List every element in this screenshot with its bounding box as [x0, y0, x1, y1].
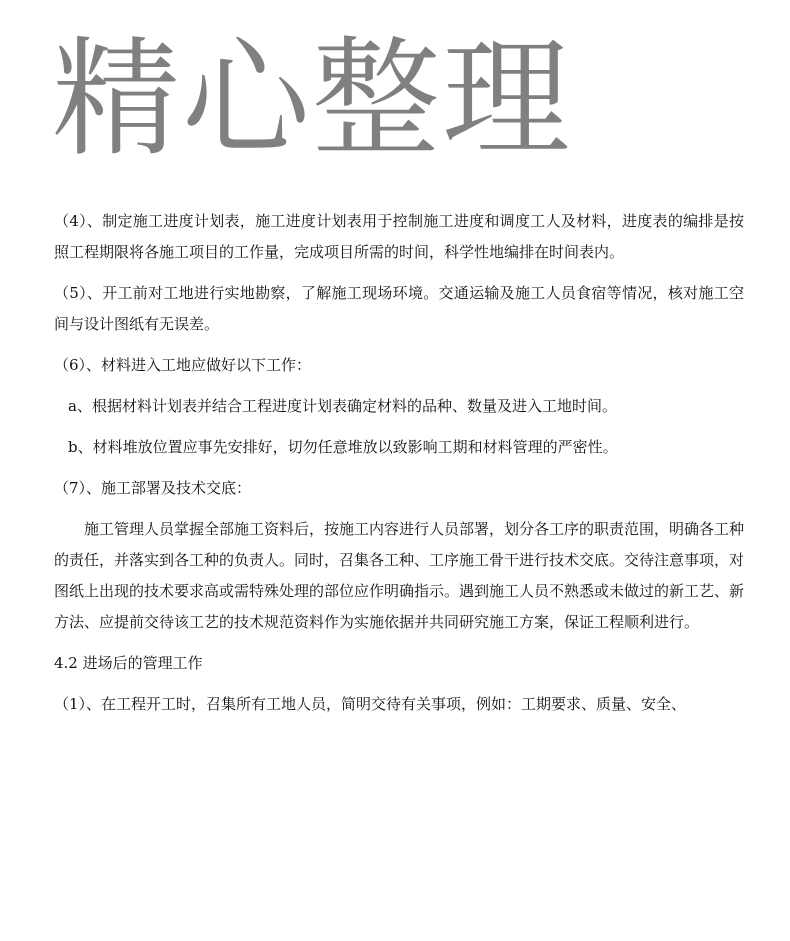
paragraph-item-1: （1）、在工程开工时，召集所有工地人员，简明交待有关事项，例如：工期要求、质量、安全、 [54, 695, 687, 713]
paragraph-item-4: （4）、制定施工进度计划表，施工进度计划表用于控制施工进度和调度工人及材料，进度表的编排是按照工程期限将各施工项目的工作量，完成项目所需的时间，科学性地编排在时间表内。 [54, 212, 744, 261]
paragraph-item-6: （6）、材料进入工地应做好以下工作： [54, 356, 312, 374]
paragraph-item-5: （5）、开工前对工地进行实地勘察，了解施工现场环境。交通运输及施工人员食宿等情况，核对施工空间与设计图纸有无误差。 [54, 284, 744, 333]
paragraph-item-7: （7）、施工部署及技术交底： [54, 479, 252, 497]
paragraph-body: 施工管理人员掌握全部施工资料后，按施工内容进行人员部署，划分各工序的职责范围，明确各工种的责任，并落实到各工种的负责人。同时，召集各工种、工序施工骨干进行技术交底。交待注意事项，对图纸上出现的技术要求高或需特殊处理的部位应作明确指示。遇到施工人员不熟悉或未做过的新工艺、新方法、应提前交待该工艺的技术规范资料作为实施依据并共同研究施工方案，保证工程顺利进行。 [54, 520, 745, 631]
document-body [54, 206, 744, 730]
sub-item-b: b、材料堆放位置应事先安排好，切勿任意堆放以致影响工期和材料管理的严密性。 [68, 438, 618, 456]
section-heading: 4.2 进场后的管理工作 [54, 654, 203, 672]
watermark-title: 精心整理 [52, 25, 573, 174]
sub-item-a: a、根据材料计划表并结合工程进度计划表确定材料的品种、数量及进入工地时间。 [68, 397, 617, 415]
